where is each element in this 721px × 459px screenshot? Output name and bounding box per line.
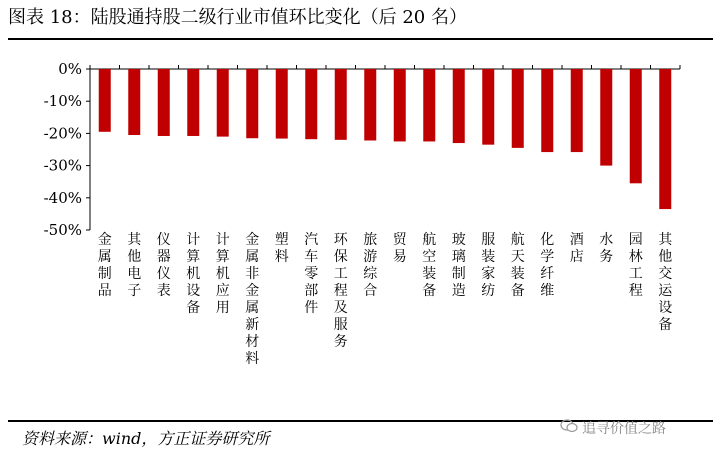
y-tick-label: -30% — [43, 156, 82, 175]
x-tick-label: 金属非金属新材料 — [245, 232, 260, 367]
bar — [630, 69, 642, 183]
bar — [99, 69, 111, 132]
x-tick-label: 玻璃制造 — [451, 232, 466, 299]
x-tick-label: 化学纤维 — [540, 232, 555, 299]
watermark — [560, 418, 666, 438]
x-tick-label: 服装家纺 — [481, 232, 496, 299]
x-tick-label: 汽车零部件 — [304, 232, 319, 316]
y-tick-label: -40% — [43, 188, 82, 207]
bar — [335, 69, 347, 140]
bar — [600, 69, 612, 166]
x-tick-label: 环保工程及服务 — [333, 232, 348, 350]
bar — [659, 69, 671, 209]
wechat-icon — [560, 419, 578, 437]
x-tick-label: 水务 — [599, 232, 614, 265]
y-tick-label: 0% — [58, 60, 82, 78]
x-tick-label: 旅游综合 — [363, 232, 378, 299]
x-tick-label: 酒店 — [569, 232, 584, 265]
source-note: 资料来源：wind，方正证券研究所 — [22, 429, 270, 448]
bar — [276, 69, 288, 139]
bar — [571, 69, 583, 152]
bar — [158, 69, 170, 136]
bar-chart — [0, 40, 721, 420]
x-tick-label: 金属制品 — [97, 232, 112, 299]
bar — [246, 69, 258, 138]
x-tick-label: 仪器仪表 — [156, 232, 171, 299]
x-tick-label: 其他电子 — [127, 232, 142, 299]
y-tick-label: -20% — [43, 124, 82, 143]
y-tick-label: -50% — [43, 221, 82, 239]
watermark-text: 追寻价值之路 — [582, 421, 666, 437]
bar — [512, 69, 524, 148]
x-tick-label: 计算机设备 — [186, 232, 201, 316]
bar — [541, 69, 553, 152]
x-tick-label: 航天装备 — [510, 232, 525, 299]
bar — [394, 69, 406, 141]
bar — [482, 69, 494, 145]
bar — [128, 69, 140, 135]
y-tick-label: -10% — [43, 92, 82, 111]
chart-title: 图表 18：陆股通持股二级行业市值环比变化（后 20 名） — [8, 7, 467, 28]
x-tick-label: 航空装备 — [422, 232, 437, 299]
bar — [305, 69, 317, 139]
bar — [364, 69, 376, 140]
x-tick-label: 贸易 — [392, 232, 407, 265]
bar — [187, 69, 199, 136]
x-tick-label: 塑料 — [274, 232, 289, 265]
bar — [217, 69, 229, 137]
bar — [423, 69, 435, 141]
x-tick-label: 园林工程 — [628, 232, 643, 299]
x-tick-label: 计算机应用 — [215, 232, 230, 316]
bar — [453, 69, 465, 143]
x-tick-label: 其他交运设备 — [658, 232, 673, 333]
